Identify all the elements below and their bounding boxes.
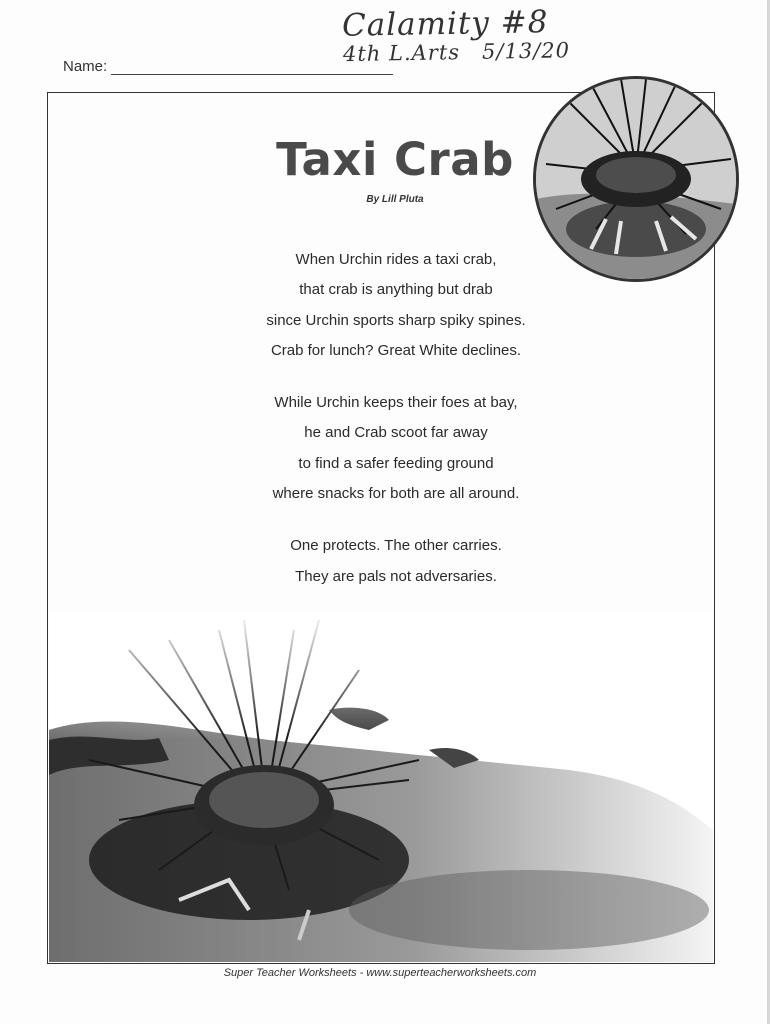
poem-line: that crab is anything but drab xyxy=(299,281,493,299)
poem-title: Taxi Crab xyxy=(276,133,514,186)
handwritten-title: Calamity #8 xyxy=(341,4,549,44)
poem-stanza xyxy=(186,388,606,509)
poem-stanza xyxy=(186,245,606,366)
sea-urchin-photo xyxy=(49,610,713,962)
poem-line: While Urchin keeps their foes at bay, xyxy=(274,394,518,412)
handwritten-date: 5/13/20 xyxy=(481,38,571,64)
worksheet-footer: Super Teacher Worksheets - www.superteacherworksheets.com xyxy=(223,967,537,979)
urchin-crab-photo xyxy=(533,76,739,282)
poem-line: where snacks for both are all around. xyxy=(272,485,520,503)
handwritten-subject: 4th L.Arts xyxy=(342,40,461,67)
poem-line: One protects. The other carries. xyxy=(290,537,502,555)
poem-body xyxy=(186,245,606,614)
poem-line: When Urchin rides a taxi crab, xyxy=(295,251,497,268)
name-line xyxy=(111,60,393,75)
poem-byline: By Lill Pluta xyxy=(366,194,424,205)
poem-line: Crab for lunch? Great White declines. xyxy=(270,341,522,359)
poem-line: They are pals not adversaries. xyxy=(295,567,497,585)
name-field-row xyxy=(63,58,393,75)
poem-line: since Urchin sports sharp spiky spines. xyxy=(266,311,526,329)
poem-line: to find a safer feeding ground xyxy=(298,454,494,472)
poem-line: he and Crab scoot far away xyxy=(304,424,488,442)
name-label: Name: xyxy=(63,58,108,75)
poem-stanza xyxy=(186,531,606,592)
